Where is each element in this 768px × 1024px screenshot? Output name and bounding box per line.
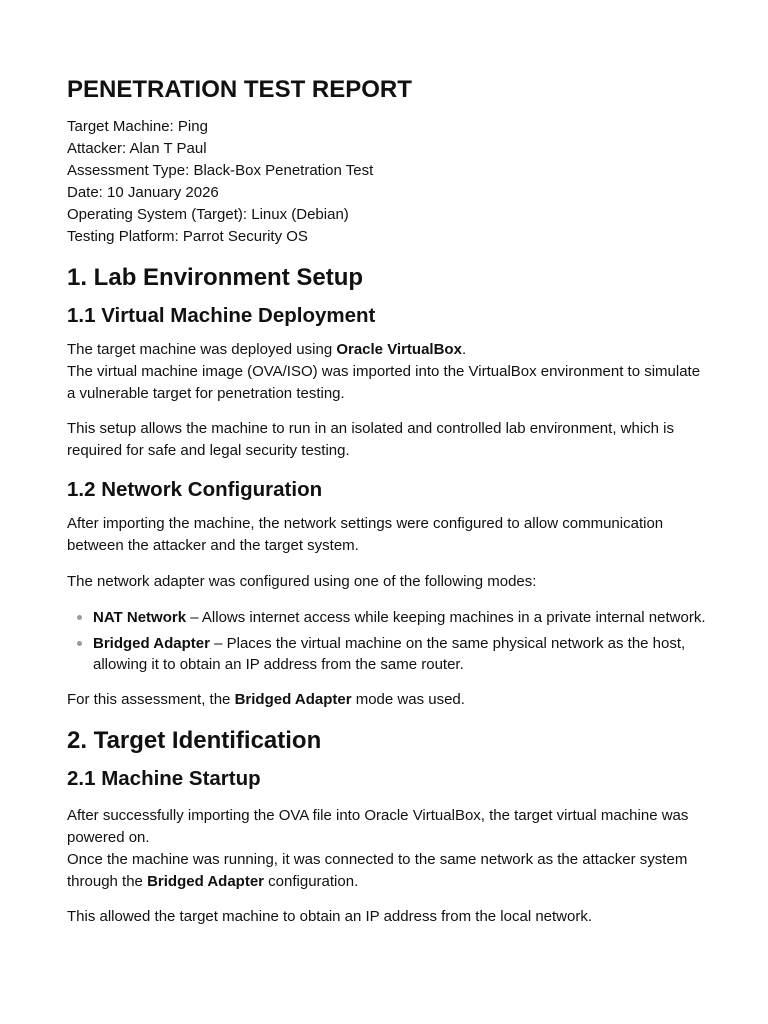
network-mode-list xyxy=(67,607,708,675)
section-1-1-paragraph-2: This setup allows the machine to run in an isolated and controlled lab environment, which is required for safe and legal security testing. xyxy=(67,420,675,459)
section-1-heading: 1. Lab Environment Setup xyxy=(67,264,364,291)
meta-date: Date: 10 January 2026 xyxy=(67,184,219,201)
section-1-2-paragraph-3 xyxy=(67,689,708,711)
report-meta xyxy=(67,116,708,248)
list-item xyxy=(93,607,708,628)
bullet-icon xyxy=(77,641,82,646)
section-1-2-heading: 1.2 Network Configuration xyxy=(67,478,323,501)
section-1-1-paragraph-1 xyxy=(67,339,708,361)
text-segment: mode was used. xyxy=(351,691,465,708)
meta-operating-system: Operating System (Target): Linux (Debian) xyxy=(67,206,349,223)
text-segment: Once the machine was running, it was connected to the same network as the attacker system through the xyxy=(67,851,688,890)
section-2-1-paragraph-1b xyxy=(67,849,708,893)
text-segment: . xyxy=(461,341,467,358)
bridged-adapter-emphasis: Bridged Adapter xyxy=(147,873,265,890)
text-segment: For this assessment, the xyxy=(67,691,235,708)
meta-target-machine: Target Machine: Ping xyxy=(67,118,208,135)
section-2-1-heading: 2.1 Machine Startup xyxy=(67,767,261,790)
text-segment: The target machine was deployed using xyxy=(67,341,337,358)
section-2-heading: 2. Target Identification xyxy=(67,727,322,754)
list-item-text: – Allows internet access while keeping machines in a private internal network. xyxy=(186,609,706,626)
text-segment: configuration. xyxy=(264,873,359,890)
section-1-2-paragraph-1: After importing the machine, the network settings were configured to allow communication between the attacker and the target system. xyxy=(67,515,664,554)
bridged-adapter-emphasis: Bridged Adapter xyxy=(234,691,352,708)
section-2-1-paragraph-2: This allowed the target machine to obtain an IP address from the local network. xyxy=(67,908,593,925)
list-item xyxy=(93,633,708,675)
report-title: PENETRATION TEST REPORT xyxy=(67,76,412,103)
bullet-icon xyxy=(77,615,82,620)
section-1-2-paragraph-2: The network adapter was configured using one of the following modes: xyxy=(67,573,537,590)
list-item-text: – Places the virtual machine on the same physical network as the host, allowing it to obtain an IP address from the same router. xyxy=(93,635,686,673)
list-item-term: NAT Network xyxy=(93,609,187,626)
section-2-1-paragraph-1: After successfully importing the OVA file into Oracle VirtualBox, the target virtual machine was powered on. xyxy=(67,807,689,846)
oracle-virtualbox-emphasis: Oracle VirtualBox xyxy=(336,341,462,358)
list-item-term: Bridged Adapter xyxy=(93,635,210,652)
section-1-1-paragraph-1-line-2: The virtual machine image (OVA/ISO) was imported into the VirtualBox environment to simulate a vulnerable target for penetration testing. xyxy=(67,363,701,402)
meta-attacker: Attacker: Alan T Paul xyxy=(67,140,207,157)
meta-assessment-type: Assessment Type: Black-Box Penetration Test xyxy=(67,162,374,179)
meta-testing-platform: Testing Platform: Parrot Security OS xyxy=(67,228,308,245)
section-1-1-heading: 1.1 Virtual Machine Deployment xyxy=(67,304,376,327)
